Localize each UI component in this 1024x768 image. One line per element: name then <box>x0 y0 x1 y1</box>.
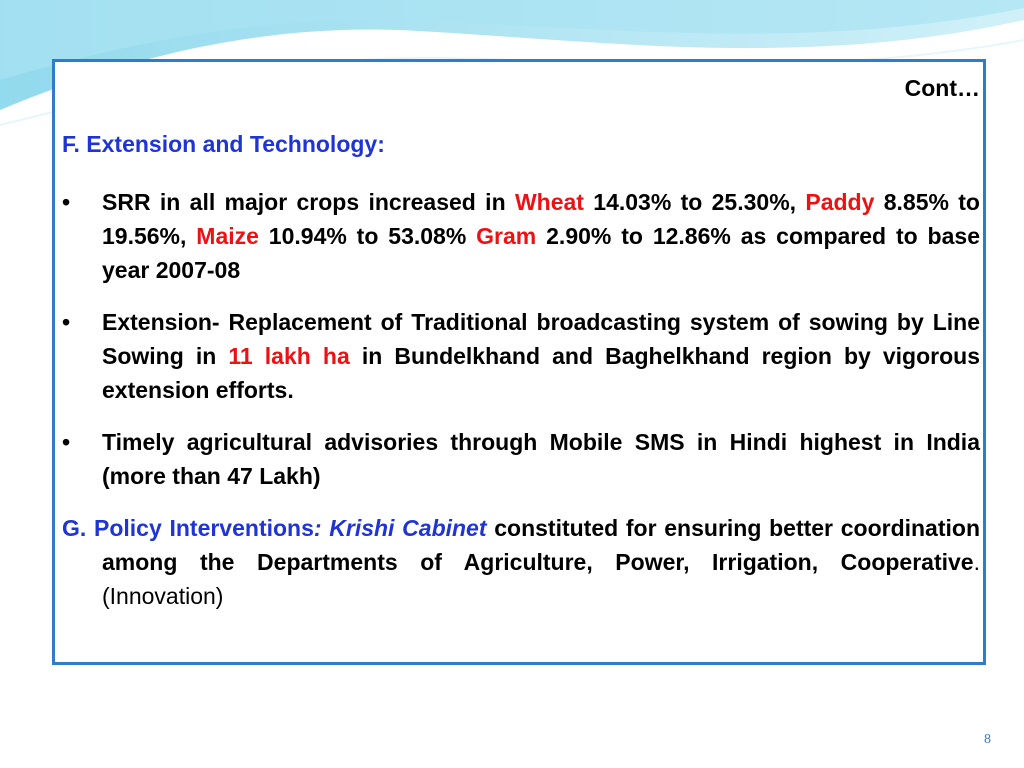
bullet-marker: • <box>62 309 71 335</box>
crop-paddy: Paddy <box>805 189 875 215</box>
krishi-cabinet-label: : Krishi Cabinet <box>313 515 487 541</box>
bullet-srr <box>62 185 980 287</box>
section-g-heading: G. Policy Interventions <box>62 515 314 541</box>
bullet-text <box>102 305 980 407</box>
page-number: 8 <box>984 732 991 747</box>
text-run: SRR in all major crops increased in <box>102 189 515 215</box>
section-g-body: constituted for ensuring better coordination among the Departments of Agriculture, Power, Irrigation, Cooperative <box>102 515 980 575</box>
cont-label: Cont… <box>904 75 980 101</box>
section-g-paragraph <box>62 511 980 613</box>
bullet-advisories <box>62 425 980 493</box>
bullet-text <box>102 185 980 287</box>
text-run: 2.90% to 12.86% as compared to base year 2007-08 <box>102 223 980 283</box>
section-g-period: . <box>973 549 980 575</box>
text-run: 8.85% to 19.56%, <box>102 189 980 249</box>
text-run: 14.03% to 25.30%, <box>583 189 806 215</box>
crop-wheat: Wheat <box>514 189 584 215</box>
bullet-marker: • <box>62 189 71 215</box>
highlight-area: 11 lakh ha <box>228 343 350 369</box>
crop-maize: Maize <box>196 223 259 249</box>
crop-gram: Gram <box>476 223 537 249</box>
text-run: Timely agricultural advisories through Mobile SMS in Hindi highest in India (more than 47 Lakh) <box>102 429 980 489</box>
bullet-extension <box>62 305 980 407</box>
text-run: 10.94% to 53.08% <box>258 223 477 249</box>
text-run: Extension- Replacement of Traditional broadcasting system of sowing by Line Sowing in <box>102 309 980 369</box>
bullet-text <box>102 425 980 493</box>
bullet-marker: • <box>62 429 71 455</box>
text-run: in Bundelkhand and Baghelkhand region by vigorous extension efforts. <box>102 343 980 403</box>
section-f-heading: F. Extension and Technology: <box>62 131 385 157</box>
innovation-note: (Innovation) <box>102 583 224 609</box>
